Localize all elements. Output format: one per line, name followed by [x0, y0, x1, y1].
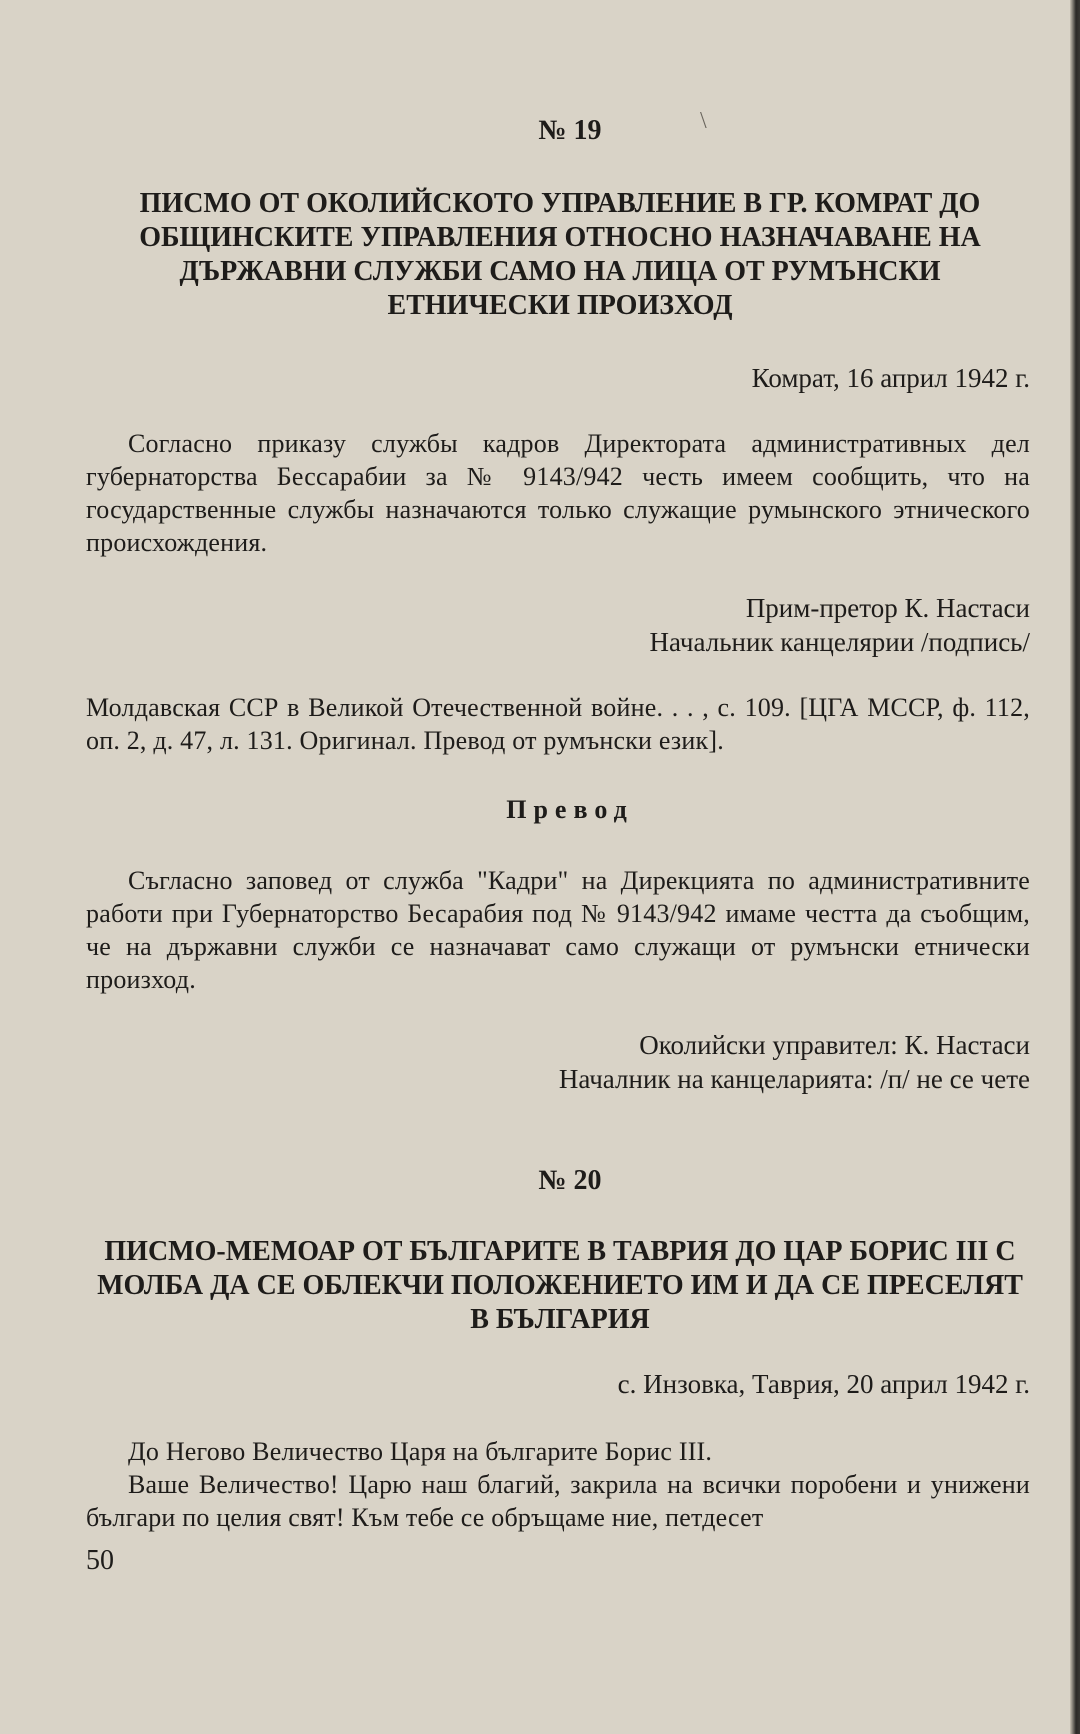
address-line-20: До Негово Величество Царя на българите Борис III. — [128, 1437, 713, 1466]
document-number-20: № 20 — [538, 1165, 602, 1196]
source-citation-19: Молдавская ССР в Великой Отечественной войне. . . , с. 109. [ЦГА МССР, ф. 112, оп. 2, д. 47, л. 131. Оригинал. Превод от румънски език]. — [86, 693, 1030, 755]
place-date-20: с. Инзовка, Таврия, 20 април 1942 г. — [617, 1369, 1030, 1399]
signature-line2-19: Начальник канцелярии /подпись/ — [649, 627, 1030, 657]
translation-text-19: Съгласно заповед от служба "Кадри" на Дирекцията по административните работи при Губернаторство Бесарабия под № 9143/942 имаме честта да съобщим, че на държавни служби се назначават само служащи от румънски етнически произход. — [86, 866, 1030, 994]
place-date-19: Комрат, 16 април 1942 г. — [751, 363, 1030, 393]
page-number: 50 — [86, 1545, 114, 1576]
document-title-20: ПИСМО-МЕМОАР ОТ БЪЛГАРИТЕ В ТАВРИЯ ДО ЦАР БОРИС III С МОЛБА ДА СЕ ОБЛЕКЧИ ПОЛОЖЕНИЕТО ИМ И ДА СЕ ПРЕСЕЛЯТ В БЪЛГАРИЯ — [97, 1236, 1023, 1335]
ink-mark: \ — [700, 108, 707, 134]
document-title-19: ПИСМО ОТ ОКОЛИЙСКОТО УПРАВЛЕНИЕ В ГР. КОМРАТ ДО ОБЩИНСКИТЕ УПРАВЛЕНИЯ ОТНОСНО НАЗНАЧАВАНЕ НА ДЪРЖАВНИ СЛУЖБИ САМО НА ЛИЦА ОТ РУМЪНСКИ ЕТНИЧЕСКИ ПРОИЗХОД — [139, 188, 981, 321]
translation-heading: Превод — [506, 795, 634, 824]
translation-signature-line1: Околийски управител: К. Настаси — [639, 1030, 1030, 1060]
original-text-19: Согласно приказу службы кадров Директората административных дел губернаторства Бессарабии за № 9143/942 честь имеем сообщить, что на государственные службы назначаются только служащие румынского этнического происхождения. — [86, 429, 1030, 557]
document-number-19: № 19 — [538, 115, 602, 146]
body-text-20: Ваше Величество! Царю наш благий, закрила на всички поробени и унижени българи по целия свят! Към тебе се обръщаме ние, петдесет — [86, 1470, 1030, 1532]
page-edge-shadow — [1070, 0, 1080, 1734]
signature-line1-19: Прим-претор К. Настаси — [745, 593, 1030, 623]
translation-signature-line2: Началник на канцеларията: /п/ не се чете — [558, 1064, 1030, 1094]
